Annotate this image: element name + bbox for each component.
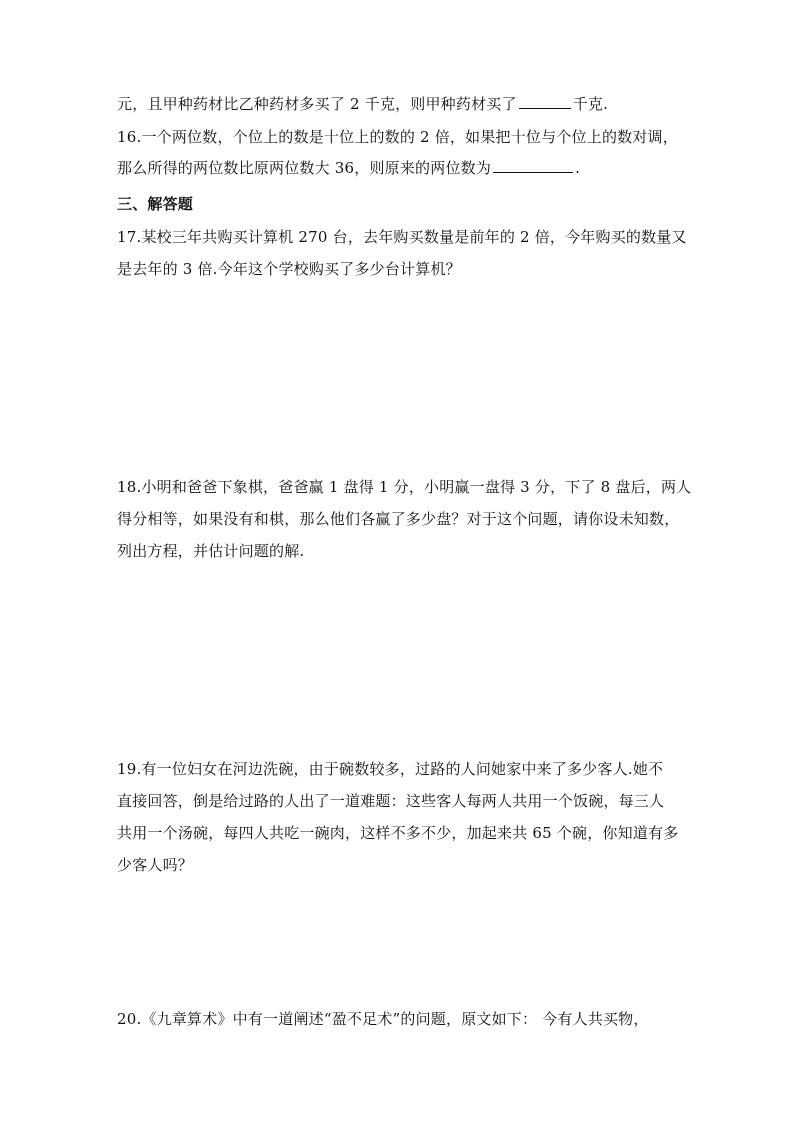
question-16-period: . <box>575 159 581 177</box>
answer-blank-15 <box>519 94 571 109</box>
question-16-line-1: 16.一个两位数，个位上的数是十位上的数的 2 倍，如果把十位与个位上的数对调， <box>117 128 678 146</box>
question-20-line-1: 20.《九章算术》中有一道阐述“盈不足术”的问题，原文如下： 今有人共买物， <box>117 1010 649 1028</box>
question-16-line-2 <box>117 158 580 178</box>
question-17-line-2: 是去年的 3 倍.今年这个学校购买了多少台计算机？ <box>117 260 461 278</box>
question-18-line-3: 列出方程，并估计问题的解. <box>117 542 305 560</box>
question-19-line-3: 共用一个汤碗，每四人共吃一碗肉，这样不多不少，加起来共 65 个碗，你知道有多 <box>117 824 679 842</box>
section-title-answer-questions: 三、解答题 <box>117 195 194 213</box>
question-19-line-4: 少客人吗？ <box>117 856 194 874</box>
question-15-unit: 千克. <box>572 95 609 113</box>
question-16-text: 那么所得的两位数比原两位数大 36，则原来的两位数为 <box>117 159 492 177</box>
question-19-line-2: 直接回答，倒是给过路的人出了一道难题：这些客人每两人共用一个饭碗，每三人 <box>117 792 665 810</box>
question-17-line-1: 17.某校三年共购买计算机 270 台，去年购买数量是前年的 2 倍，今年购买的数量又 <box>117 228 687 246</box>
question-18-line-1: 18.小明和爸爸下象棋，爸爸赢 1 盘得 1 分，小明赢一盘得 3 分，下了 8 盘后，两人 <box>117 478 692 496</box>
question-18-line-2: 得分相等，如果没有和棋，那么他们各赢了多少盘？对于这个问题，请你设未知数， <box>117 510 680 528</box>
question-19-line-1: 19.有一位妇女在河边洗碗，由于碗数较多，过路的人问她家中来了多少客人.她不 <box>117 760 664 778</box>
question-15-tail <box>117 94 608 114</box>
question-15-text: 元，且甲种药材比乙种药材多买了 2 千克，则甲种药材买了 <box>117 95 517 113</box>
answer-blank-16 <box>493 158 573 173</box>
